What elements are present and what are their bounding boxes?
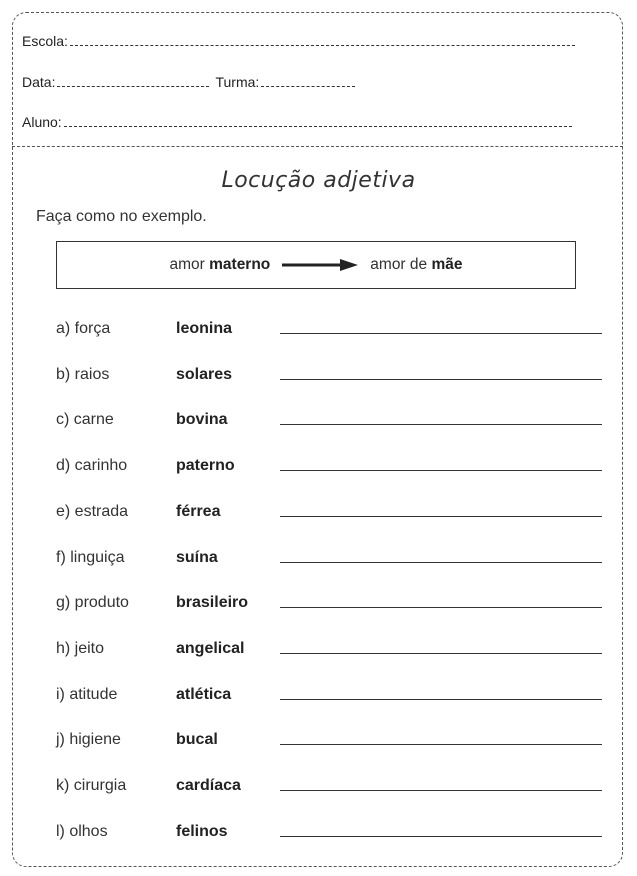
student-row xyxy=(22,114,572,130)
item-label: b) raios xyxy=(56,365,110,383)
example-left-plain: amor xyxy=(169,256,210,273)
item-adjective: angelical xyxy=(176,639,245,657)
example-right-plain: amor de xyxy=(370,256,432,273)
example-left xyxy=(170,256,271,274)
item-label: j) higiene xyxy=(56,731,121,749)
date-label: Data: xyxy=(22,74,56,90)
list-item xyxy=(56,457,602,477)
list-item xyxy=(56,549,602,569)
item-label: e) estrada xyxy=(56,502,129,520)
item-adjective: solares xyxy=(176,365,233,383)
answer-line[interactable] xyxy=(280,699,602,700)
list-item xyxy=(56,366,602,386)
item-label: h) jeito xyxy=(56,639,105,657)
list-item xyxy=(56,411,602,431)
class-field[interactable] xyxy=(261,74,355,87)
instruction-text: Faça como no exemplo. xyxy=(36,208,207,225)
item-adjective: férrea xyxy=(176,502,221,520)
school-row xyxy=(22,33,575,49)
list-item xyxy=(56,320,602,340)
school-label: Escola: xyxy=(22,33,68,49)
school-field[interactable] xyxy=(70,33,575,46)
list-item xyxy=(56,823,602,843)
list-item xyxy=(56,686,602,706)
date-class-row xyxy=(22,74,355,90)
answer-line[interactable] xyxy=(280,379,602,380)
list-item xyxy=(56,503,602,523)
item-label: a) força xyxy=(56,320,111,337)
item-label: f) linguiça xyxy=(56,548,125,566)
item-label: c) carne xyxy=(56,411,114,429)
item-adjective: suína xyxy=(176,548,218,566)
item-adjective: felinos xyxy=(176,822,228,840)
item-adjective: atlética xyxy=(176,685,232,703)
date-field[interactable] xyxy=(57,74,209,87)
answer-line[interactable] xyxy=(280,333,602,334)
answer-line[interactable] xyxy=(280,836,602,837)
answer-line[interactable] xyxy=(280,744,602,745)
item-label: g) produto xyxy=(56,594,129,612)
answer-line[interactable] xyxy=(280,607,602,608)
student-label: Aluno: xyxy=(22,114,62,130)
answer-line[interactable] xyxy=(280,470,602,471)
item-label: l) olhos xyxy=(56,822,108,840)
list-item xyxy=(56,777,602,797)
example-right xyxy=(370,256,462,274)
item-adjective: bucal xyxy=(176,731,218,749)
list-item xyxy=(56,640,602,660)
item-label: d) carinho xyxy=(56,457,128,475)
answer-line[interactable] xyxy=(280,516,602,517)
list-item xyxy=(56,731,602,751)
item-adjective: paterno xyxy=(176,457,235,475)
page-title: Locução adjetiva xyxy=(221,168,416,193)
item-label: k) cirurgia xyxy=(56,777,127,794)
example-box xyxy=(56,241,576,289)
answer-line[interactable] xyxy=(280,424,602,425)
example-right-bold: mãe xyxy=(431,256,463,273)
item-adjective: cardíaca xyxy=(176,777,241,794)
student-field[interactable] xyxy=(64,114,572,127)
list-item xyxy=(56,594,602,614)
class-label: Turma: xyxy=(215,74,260,90)
header-divider xyxy=(12,146,623,147)
answer-line[interactable] xyxy=(280,653,602,654)
item-adjective: bovina xyxy=(176,411,228,429)
item-label: i) atitude xyxy=(56,685,118,703)
answer-line[interactable] xyxy=(280,790,602,791)
item-adjective: leonina xyxy=(176,320,233,337)
example-left-bold: materno xyxy=(209,256,271,273)
arrow-right-icon xyxy=(282,258,358,272)
answer-line[interactable] xyxy=(280,562,602,563)
item-adjective: brasileiro xyxy=(176,594,249,612)
